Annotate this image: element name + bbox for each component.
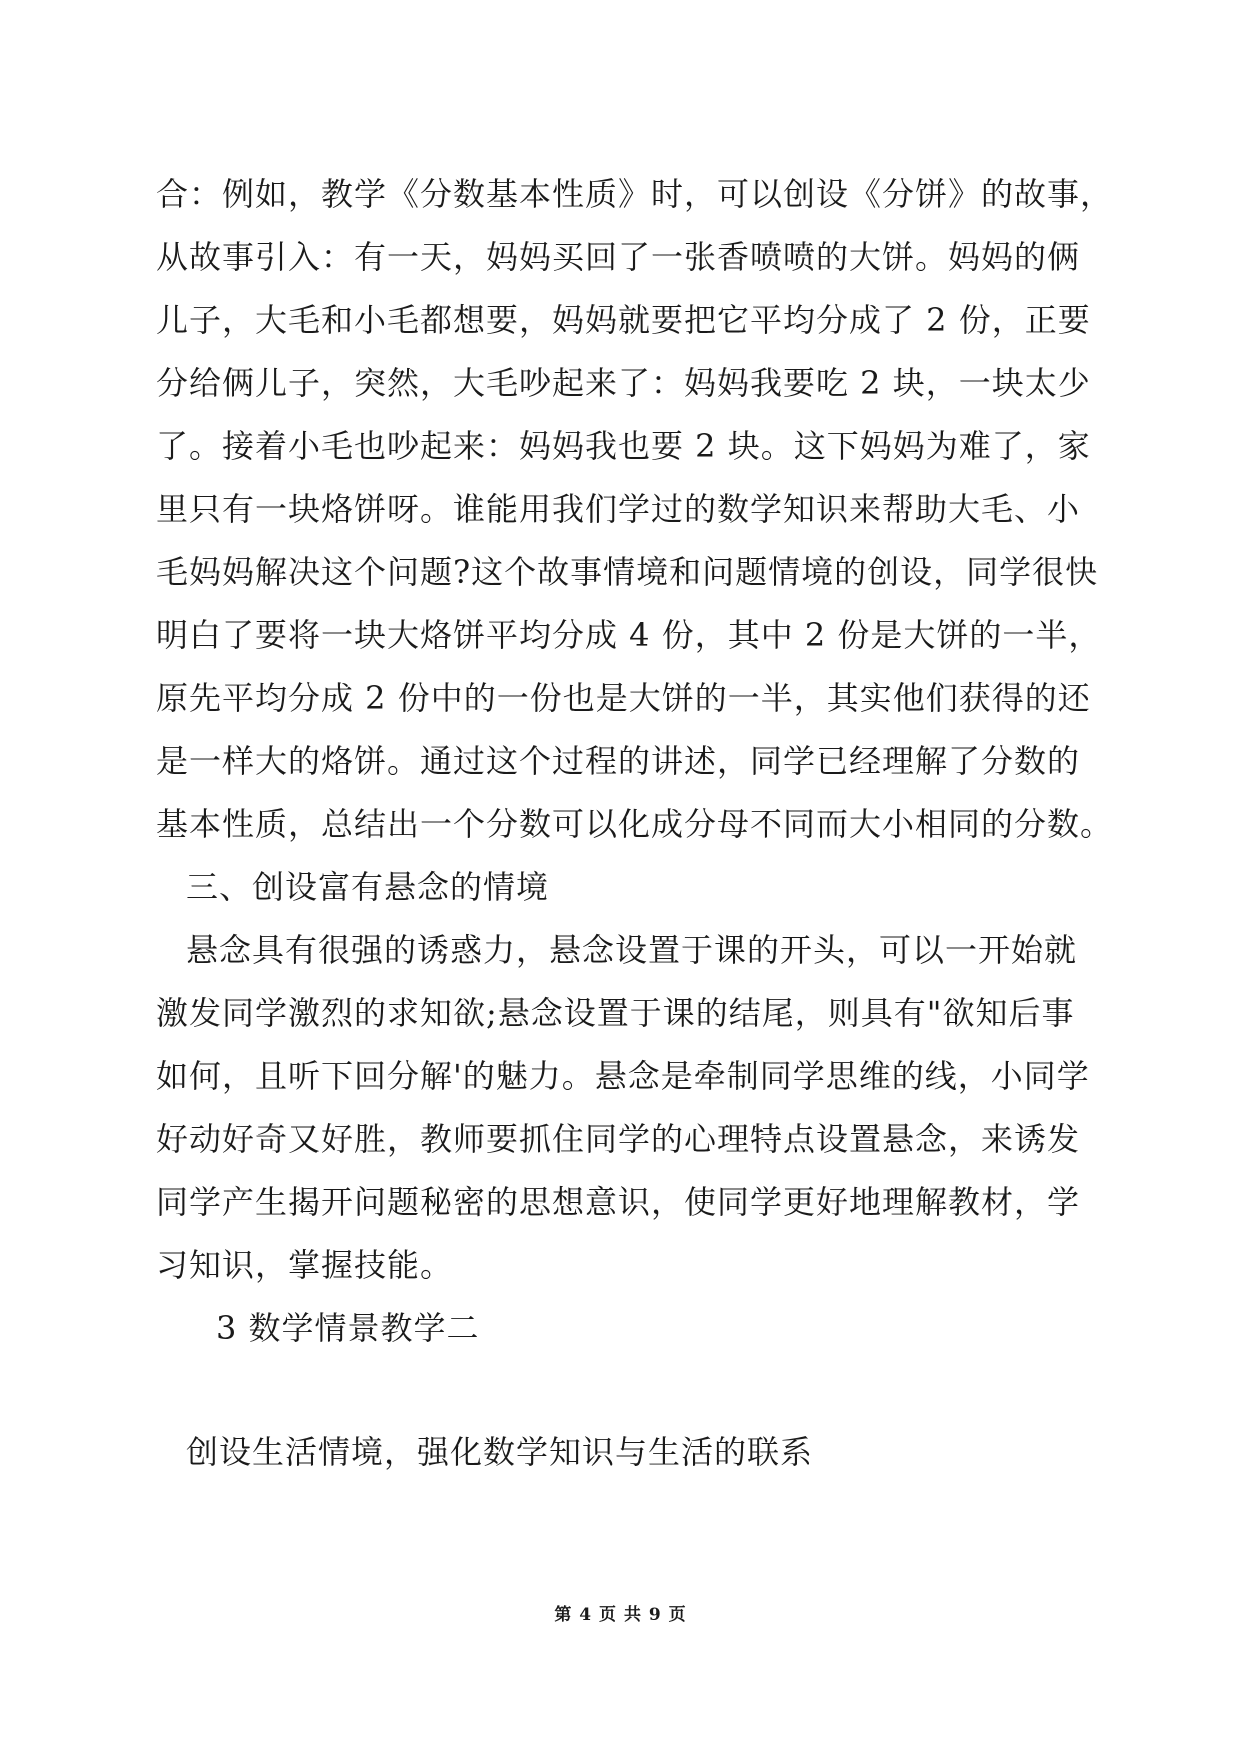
paragraph-line: 分给俩儿子，突然，大毛吵起来了：妈妈我要吃 2 块，一块太少	[156, 364, 1091, 402]
paragraph-line: 明白了要将一块大烙饼平均分成 4 份，其中 2 份是大饼的一半，	[156, 616, 1102, 654]
paragraph-line: 里只有一块烙饼呀。谁能用我们学过的数学知识来帮助大毛、小	[156, 490, 1081, 528]
paragraph-line: 激发同学激烈的求知欲;悬念设置于课的结尾，则具有"欲知后事	[156, 994, 1075, 1032]
paragraph-line: 好动好奇又好胜，教师要抓住同学的心理特点设置悬念，来诱发	[156, 1120, 1081, 1158]
subheading: 创设生活情境，强化数学知识与生活的联系	[186, 1433, 814, 1471]
section-title: 3 数学情景教学二	[216, 1309, 480, 1347]
paragraph-line: 习知识，掌握技能。	[156, 1246, 454, 1284]
paragraph-line: 从故事引入：有一天，妈妈买回了一张香喷喷的大饼。妈妈的俩	[156, 238, 1081, 276]
paragraph-line: 儿子，大毛和小毛都想要，妈妈就要把它平均分成了 2 份，正要	[156, 301, 1091, 339]
paragraph-line: 合：例如，教学《分数基本性质》时，可以创设《分饼》的故事，	[156, 175, 1114, 213]
paragraph-line: 原先平均分成 2 份中的一份也是大饼的一半，其实他们获得的还	[156, 679, 1091, 717]
paragraph-line: 同学产生揭开问题秘密的思想意识，使同学更好地理解教材，学	[156, 1183, 1081, 1221]
paragraph-line: 是一样大的烙饼。通过这个过程的讲述，同学已经理解了分数的	[156, 742, 1081, 780]
paragraph-line: 悬念具有很强的诱惑力，悬念设置于课的开头，可以一开始就	[186, 931, 1078, 969]
paragraph-line: 如何，且听下回分解'的魅力。悬念是牵制同学思维的线，小同学	[156, 1057, 1090, 1095]
paragraph-line: 基本性质，总结出一个分数可以化成分母不同而大小相同的分数。	[156, 805, 1114, 843]
paragraph-line: 了。接着小毛也吵起来：妈妈我也要 2 块。这下妈妈为难了，家	[156, 427, 1091, 465]
paragraph-line: 毛妈妈解决这个问题?这个故事情境和问题情境的创设，同学很快	[156, 553, 1099, 591]
page-number-footer: 第 4 页 共 9 页	[554, 1605, 687, 1625]
section-heading: 三、创设富有悬念的情境	[186, 868, 550, 906]
